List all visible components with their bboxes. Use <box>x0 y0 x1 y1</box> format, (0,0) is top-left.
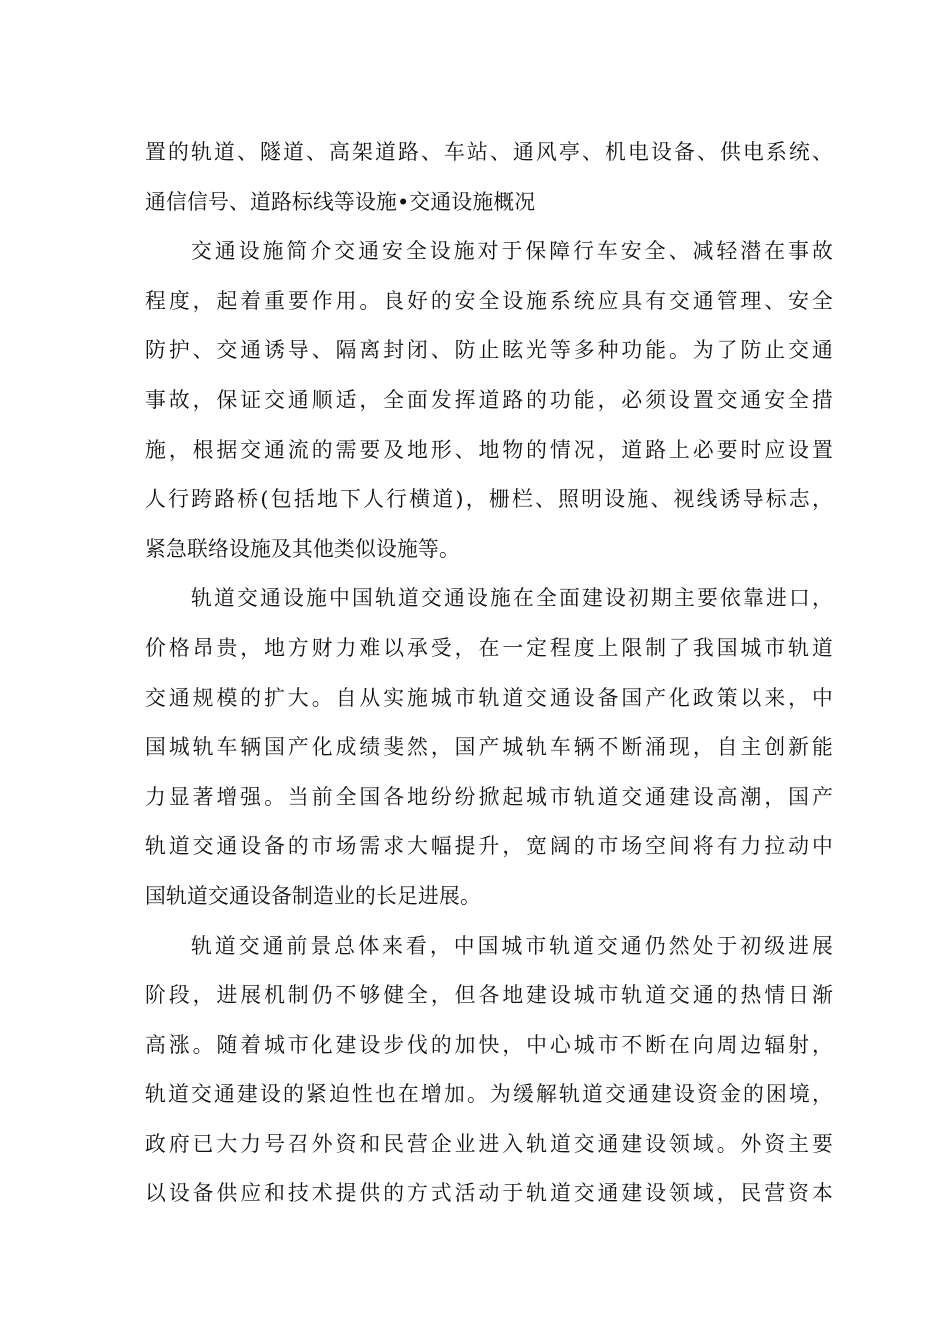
text-line: 人行跨路桥(包括地下人行横道)，栅栏、照明设施、视线诱导标志， <box>145 487 833 512</box>
text-line: 力显著增强。当前全国各地纷纷掀起城市轨道交通建设高潮，国产 <box>145 784 833 809</box>
paragraph-start-line: 轨道交通设施中国轨道交通设施在全面建设初期主要依靠进口， <box>191 586 833 611</box>
text-line: 国城轨车辆国产化成绩斐然，国产城轨车辆不断涌现，自主创新能 <box>145 735 833 760</box>
body-text <box>145 128 833 1219</box>
text-line: 紧急联络设施及其他类似设施等。 <box>145 536 460 561</box>
text-line: 置的轨道、隧道、高架道路、车站、通风亭、机电设备、供电系统、 <box>145 140 833 164</box>
text-line: 以设备供应和技术提供的方式活动于轨道交通建设领域，民营资本 <box>145 1181 833 1206</box>
text-line: 交通规模的扩大。自从实施城市轨道交通设备国产化政策以来，中 <box>145 685 833 710</box>
text-line: 高涨。随着城市化建设步伐的加快，中心城市不断在向周边辐射， <box>145 1032 833 1057</box>
paragraph-start-line: 交通设施简介交通安全设施对于保障行车安全、减轻潜在事故 <box>191 239 833 264</box>
paragraph-start-line: 轨道交通前景总体来看，中国城市轨道交通仍然处于初级进展 <box>191 933 833 958</box>
text-line: 阶段，进展机制仍不够健全，但各地建设城市轨道交通的热情日渐 <box>145 983 833 1008</box>
text-line: 施，根据交通流的需要及地形、地物的情况，道路上必要时应设置 <box>145 437 833 462</box>
text-line: 通信信号、道路标线等设施•交通设施概况 <box>145 189 536 214</box>
text-line: 防护、交通诱导、隔离封闭、防止眩光等多种功能。为了防止交通 <box>145 338 833 363</box>
text-line: 事故，保证交通顺适，全面发挥道路的功能，必须设置交通安全措 <box>145 387 833 412</box>
text-line: 价格昂贵，地方财力难以承受，在一定程度上限制了我国城市轨道 <box>145 635 833 660</box>
text-line: 政府已大力号召外资和民营企业进入轨道交通建设领域。外资主要 <box>145 1131 833 1156</box>
text-line: 轨道交通建设的紧迫性也在增加。为缓解轨道交通建设资金的困境， <box>145 1082 833 1107</box>
text-line: 轨道交通设备的市场需求大幅提升，宽阔的市场空间将有力拉动中 <box>145 834 833 859</box>
text-line: 程度，起着重要作用。良好的安全设施系统应具有交通管理、安全 <box>145 288 833 313</box>
text-line: 国轨道交通设备制造业的长足进展。 <box>145 883 481 908</box>
